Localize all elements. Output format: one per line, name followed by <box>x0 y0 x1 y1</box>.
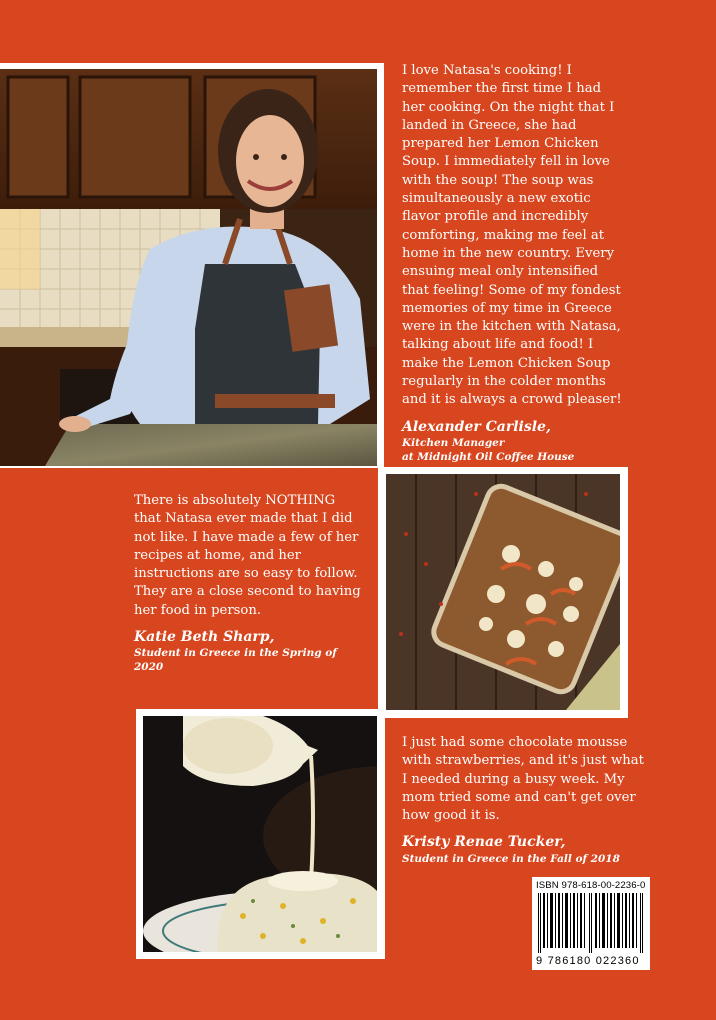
barcode-bars <box>536 893 646 953</box>
testimonial-role: Kitchen Manager <box>402 436 505 449</box>
testimonial-role-line2: at Midnight Oil Coffee House <box>402 450 575 463</box>
testimonial-author: Katie Beth Sharp, <box>134 629 275 646</box>
testimonial-quote: I just had some chocolate mousse with strawberries, and it's just what I needed during a busy week. My mom tried some and can't get over how good it is. <box>402 735 644 824</box>
testimonial-author: Kristy Renae Tucker, <box>402 834 566 851</box>
testimonial-role: Student in Greece in the Fall of 2018 <box>402 852 620 865</box>
testimonial-quote: I love Natasa's cooking! I remember the first time I had her cooking. On the night that I landed in Greece, she had prepared her Lemon Chicken Soup. I immediately fell in love with the soup! The soup was simultaneously a new exotic flavor profile and incredibly comforting, making me feel at home in the new country. Every ensuing meal only intensified that feeling! Some of my fondest memories of my time in Greece were in the kitchen with Natasa, talking about life and food! I make the Lemon Chicken Soup regularly in the colder months and it is always a crowd pleaser! <box>402 63 622 408</box>
chef-photo <box>0 69 377 466</box>
testimonial-quote: There is absolutely NOTHING that Natasa ever made that I did not like. I have made a few of her recipes at home, and her instructions are so easy to follow. They are a close second to having her food in person. <box>134 493 361 618</box>
isbn-barcode <box>532 877 650 970</box>
sauce-photo <box>143 716 377 952</box>
isbn-label: ISBN 978-618-00-2236-0 <box>536 880 646 891</box>
testimonial-role: Student in Greece in the Spring of 2020 <box>134 647 337 674</box>
testimonial-author: Alexander Carlisle, <box>402 418 551 435</box>
testimonial-alexander <box>402 62 627 464</box>
ean-digits: 9 786180 022360 <box>536 955 640 967</box>
testimonial-kristy <box>402 734 647 866</box>
dish-photo <box>386 474 620 710</box>
testimonial-katie <box>134 492 362 674</box>
